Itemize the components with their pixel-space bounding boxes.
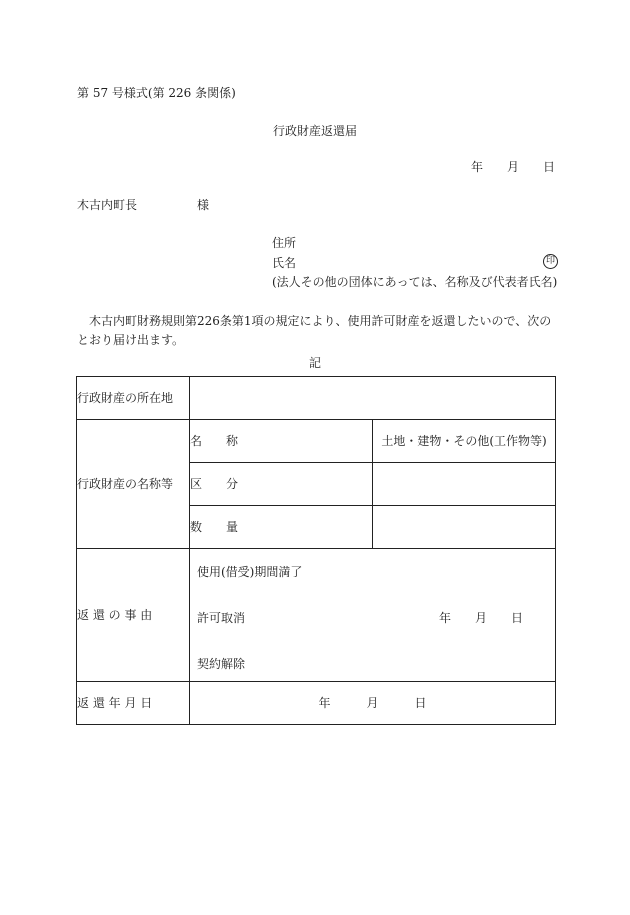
location-field[interactable] xyxy=(190,377,556,420)
name-row xyxy=(77,420,556,463)
reason-option-expiry[interactable]: 使用(借受)期間満了 xyxy=(197,565,303,579)
return-date-label: 返 還 年 月 日 xyxy=(77,682,190,725)
quantity-label: 数 量 xyxy=(190,506,373,549)
location-row xyxy=(77,377,556,420)
property-name-field[interactable]: 土地・建物・その他(工作物等) xyxy=(373,420,556,463)
return-date-field[interactable]: 年 月 日 xyxy=(190,682,556,725)
address-label: 住所 xyxy=(272,236,297,250)
reason-option-cancellation[interactable]: 契約解除 xyxy=(197,657,246,671)
addressee: 木古内町長 様 xyxy=(77,198,210,212)
reason-field[interactable] xyxy=(190,549,556,682)
form-number: 第 57 号様式(第 226 条関係) xyxy=(77,86,236,100)
quantity-field[interactable] xyxy=(373,506,556,549)
reason-option-revocation[interactable]: 許可取消 xyxy=(197,611,246,625)
reason-row xyxy=(77,549,556,682)
declaration-text: 木古内町財務規則第226条第1項の規定により、使用許可財産を返還したいので、次のとおり届け出ます。 xyxy=(77,314,552,347)
return-date-row xyxy=(77,682,556,725)
return-form-table xyxy=(76,376,556,725)
category-field[interactable] xyxy=(373,463,556,506)
seal-mark-icon: 印 xyxy=(543,254,558,269)
location-label: 行政財産の所在地 xyxy=(77,377,190,420)
ki-heading: 記 xyxy=(308,356,321,370)
submission-date: 年 月 日 xyxy=(470,160,555,174)
name-group-label: 行政財産の名称等 xyxy=(77,420,190,549)
category-label: 区 分 xyxy=(190,463,373,506)
form-title: 行政財産返還届 xyxy=(272,124,357,138)
reason-label: 返 還 の 事 由 xyxy=(77,549,190,682)
property-name-label: 名 称 xyxy=(190,420,373,463)
corporation-note: (法人その他の団体にあっては、名称及び代表者氏名) xyxy=(272,275,558,289)
name-label: 氏名 xyxy=(272,256,297,270)
revocation-date[interactable]: 年 月 日 xyxy=(438,611,523,625)
